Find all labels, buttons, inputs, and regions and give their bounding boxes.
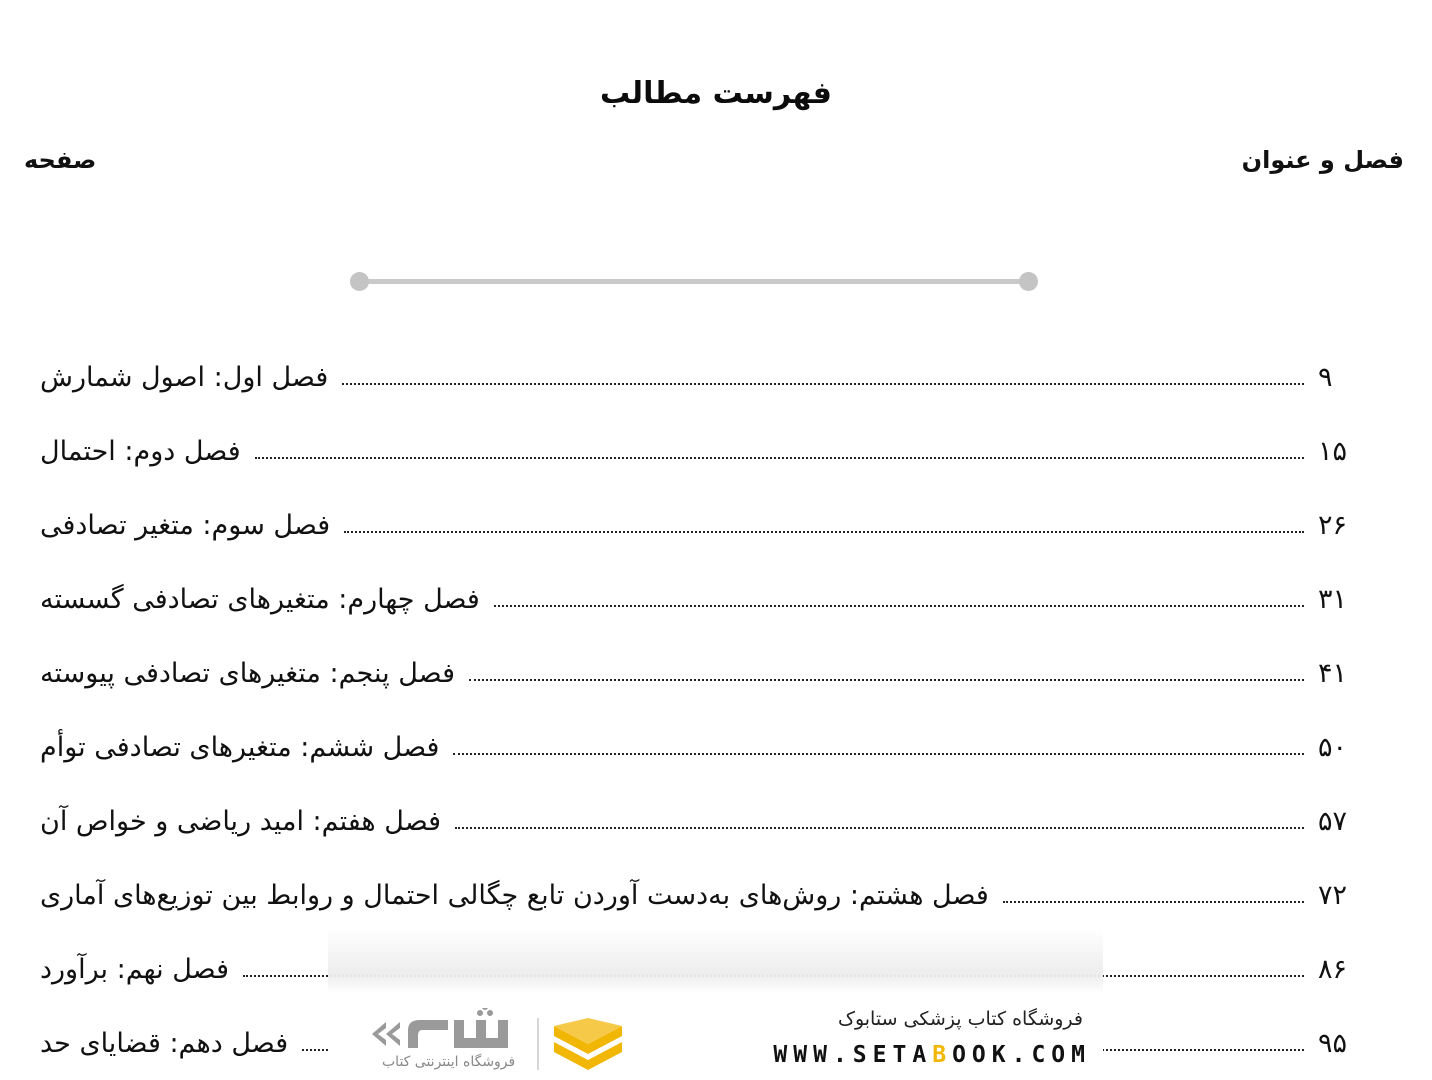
dot-leader bbox=[342, 383, 1304, 385]
toc-row bbox=[40, 796, 1364, 846]
store-name: فروشگاه کتاب پزشکی ستابوک bbox=[837, 1008, 1083, 1030]
toc-page-number: ۳۱ bbox=[1318, 583, 1348, 615]
watermark-fade bbox=[328, 928, 1103, 994]
toc-row bbox=[40, 352, 1364, 402]
toc-chapter-title: فصل دوم: احتمال bbox=[40, 435, 241, 467]
toc-chapter-title: فصل اول: اصول شمارش bbox=[40, 361, 329, 393]
dot-leader bbox=[453, 753, 1304, 755]
toc-chapter-title: فصل چهارم: متغیرهای تصادفی گسسته bbox=[40, 583, 480, 615]
toc-chapter-title: فصل هفتم: امید ریاضی و خواص آن bbox=[40, 805, 442, 837]
toc-page-number: ۴۱ bbox=[1318, 657, 1348, 689]
toc-row bbox=[40, 870, 1364, 920]
toc-page-number: ۵۷ bbox=[1318, 805, 1348, 837]
dot-leader bbox=[455, 827, 1304, 829]
toc-page-number: ۹۵ bbox=[1318, 1027, 1348, 1059]
store-url bbox=[773, 1042, 1091, 1068]
book-stack-logo-icon bbox=[550, 1016, 626, 1074]
divider-end-dot bbox=[350, 272, 369, 291]
page-title: فهرست مطالب bbox=[600, 76, 832, 111]
toc-row bbox=[40, 648, 1364, 698]
store-url-part: OOK.COM bbox=[952, 1042, 1091, 1068]
column-header-chapter: فصل و عنوان bbox=[1241, 146, 1404, 174]
column-header-page: صفحه bbox=[24, 146, 97, 174]
toc-row bbox=[40, 574, 1364, 624]
toc-chapter-title: فصل پنجم: متغیرهای تصادفی پیوسته bbox=[40, 657, 455, 689]
dot-leader bbox=[344, 531, 1304, 533]
toc-row bbox=[40, 500, 1364, 550]
toc-row bbox=[40, 722, 1364, 772]
dot-leader bbox=[469, 679, 1304, 681]
toc-chapter-title: فصل هشتم: روش‌های به‌دست آوردن تابع چگالی احتمال و روابط بین توزیع‌های آماری bbox=[40, 879, 989, 911]
store-watermark-banner bbox=[328, 994, 1103, 1080]
toc-page-number: ۹ bbox=[1318, 361, 1333, 393]
dot-leader bbox=[1003, 901, 1304, 903]
divider-end-dot bbox=[1019, 272, 1038, 291]
toc-chapter-title: فصل سوم: متغیر تصادفی bbox=[40, 509, 331, 541]
toc-chapter-title: فصل ششم: متغیرهای تصادفی توأم bbox=[40, 731, 440, 763]
toc-chapter-title: فصل دهم: قضایای حد bbox=[40, 1027, 289, 1059]
store-url-part: WWW.SETA bbox=[773, 1042, 933, 1068]
toc-page-number: ۷۲ bbox=[1318, 879, 1348, 911]
toc-chapter-title: فصل نهم: برآورد bbox=[40, 953, 229, 985]
decorative-divider bbox=[360, 279, 1028, 284]
store-tagline: فروشگاه اینترنتی کتاب bbox=[382, 1054, 516, 1070]
dot-leader bbox=[494, 605, 1304, 607]
toc-page-number: ۲۶ bbox=[1318, 509, 1348, 541]
toc-page-number: ۸۶ bbox=[1318, 953, 1348, 985]
toc-page-number: ۱۵ bbox=[1318, 435, 1348, 467]
toc-row bbox=[40, 426, 1364, 476]
dot-leader bbox=[255, 457, 1304, 459]
logo-separator bbox=[537, 1018, 539, 1070]
store-url-accent: B bbox=[932, 1042, 953, 1068]
toc-page-number: ۵۰ bbox=[1318, 731, 1348, 763]
